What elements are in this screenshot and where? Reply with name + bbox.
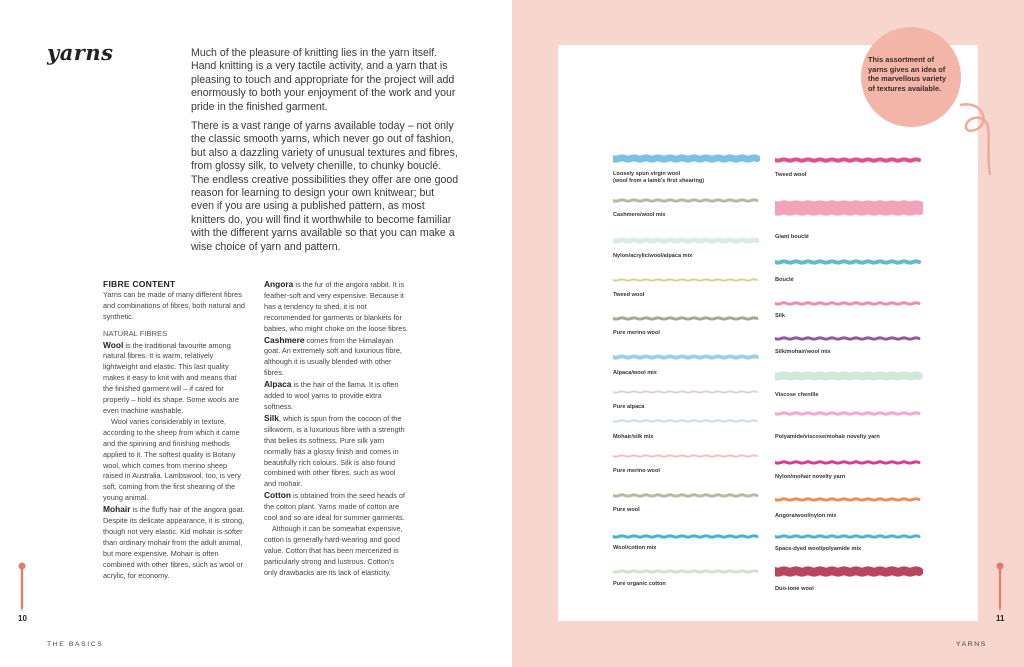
- yarn-sample: [613, 275, 760, 285]
- yarn-label: [775, 586, 814, 593]
- caption-text: This assortment of yarns gives an idea of the marvellous variety of textures available.: [868, 55, 947, 93]
- yarn-label: [775, 392, 818, 399]
- yarn-label: [775, 513, 837, 520]
- yarn-label-line: Silk: [775, 313, 785, 319]
- yarn-sample: [613, 151, 760, 166]
- yarn-label: [613, 545, 656, 552]
- loose-yarn-strand-icon: [940, 100, 1000, 180]
- running-head-right: YARNS: [956, 641, 987, 648]
- yarn-label: [613, 507, 640, 514]
- yarn-sample: [613, 416, 760, 426]
- silk-paragraph: [264, 413, 409, 490]
- yarn-sample: [775, 408, 923, 419]
- yarn-label: [613, 434, 653, 441]
- yarn-label: [775, 313, 785, 320]
- silk-term: Silk: [264, 412, 279, 423]
- angora-paragraph: [264, 279, 409, 335]
- intro-paragraph-1: Much of the pleasure of knitting lies in the yarn itself. Hand knitting is a very tactile activity, and a yarn that is pleasing to touch and appropriate for the project will add enormously to both your enjoyment of the work and your pride in the finished garment.: [191, 47, 456, 113]
- running-head-left: THE BASICS: [47, 641, 104, 648]
- yarn-sample: [775, 531, 923, 542]
- page-title: yarns: [47, 40, 114, 65]
- knitting-needle-icon: [18, 562, 26, 612]
- yarn-label-line: Giant bouclé: [775, 234, 809, 240]
- silk-text: , which is spun from the cocoon of the silkworm, is a luxurious fibre with a strength that belies its softness. Pure silk yarn normally has a glossy finish and comes in beautifully rich colours. Silk is also found combined with other fibres, such as wool and mohair.: [264, 413, 405, 489]
- yarn-label: [775, 349, 831, 356]
- page-number-left: 10: [18, 614, 27, 623]
- cashmere-term: Cashmere: [264, 334, 305, 345]
- yarn-sample: [775, 154, 923, 166]
- wool-paragraph-2: Wool varies considerably in texture, according to the sheep from which it came and the spinning and finishing methods applied to it. The softest quality is Botany wool, which comes from merino sheep raised in Australia. Lambswool, too, is very soft, coming from the first shearing of the young animal.: [103, 416, 241, 503]
- yarn-label-line: Pure wool: [613, 507, 640, 513]
- yarn-sample: [613, 451, 760, 461]
- text-column-2: [264, 279, 409, 578]
- yarn-sample: [613, 387, 760, 397]
- yarn-label: [613, 253, 692, 260]
- yarn-label: [775, 546, 861, 553]
- yarn-label: [775, 434, 880, 441]
- yarn-sample: [613, 566, 760, 577]
- yarn-label-line: Tweed wool: [775, 172, 807, 178]
- yarn-sample: [775, 298, 923, 309]
- intro-text: [191, 47, 459, 260]
- alpaca-term: Alpaca: [264, 379, 292, 390]
- yarn-label: [613, 292, 644, 299]
- yarn-label-line: Pure merino wool: [613, 330, 660, 336]
- knitting-needle-icon: [996, 562, 1004, 612]
- fibre-content-heading: FIBRE CONTENT: [103, 279, 176, 289]
- yarn-sample: [613, 351, 760, 363]
- yarn-sample: [613, 490, 760, 501]
- mohair-text: is the fluffy hair of the angora goat. Despite its delicate appearance, it is strong, though not very elastic. Kid mohair is softer than ordinary mohair from the adult animal, but more expensive. Mohair is often combined with other fibres, such as wool or acrylic, for economy.: [103, 505, 245, 580]
- yarn-label: [775, 172, 806, 179]
- cotton-paragraph: [264, 490, 409, 524]
- yarn-sample: [775, 197, 923, 219]
- yarn-sample: [613, 234, 760, 247]
- cotton-term: Cotton: [264, 490, 291, 501]
- yarn-label-line: Viscose chenille: [775, 392, 819, 398]
- yarn-sample: [775, 368, 923, 384]
- yarn-sample: [613, 195, 760, 206]
- yarn-label: [775, 234, 809, 241]
- mohair-paragraph: [103, 504, 248, 581]
- alpaca-paragraph: [264, 379, 409, 413]
- yarn-label: [775, 474, 845, 481]
- yarn-sample: [775, 256, 923, 268]
- yarn-label-line: Pure alpaca: [613, 404, 645, 410]
- yarn-label-line: Polyamide/viscose/mohair novelty yarn: [775, 434, 880, 440]
- angora-text: is the fur of the angora rabbit. It is feather-soft and very expensive. Because it has a tendency to shed, it is not recommended for garments or blankets for babies, who might choke on the loose fibres.: [264, 280, 408, 333]
- yarn-label-line: Space-dyed wool/polyamide mix: [775, 546, 862, 552]
- yarn-label-line: Angora/wool/nylon mix: [775, 513, 837, 519]
- cashmere-paragraph: [264, 335, 409, 380]
- yarn-label-line: Nylon/mohair novelty yarn: [775, 474, 846, 480]
- yarn-sample: [775, 563, 923, 580]
- wool-term: Wool: [103, 339, 124, 350]
- yarn-sample: [775, 457, 923, 468]
- yarn-label: [613, 212, 666, 219]
- yarn-label-line: Cashmere/wool mix: [613, 212, 666, 218]
- cotton-paragraph-2: Although it can be somewhat expensive, cotton is generally hard-wearing and good value. Cotton that has been mercerized is particularly strong and lustrous. Cotton's only drawbacks are its lack of elasticity.: [264, 523, 403, 577]
- yarn-label-line: Tweed wool: [613, 292, 645, 298]
- yarn-label-line: Mohair/silk mix: [613, 434, 654, 440]
- yarn-label-line: Nylon/acrylic/wool/alpaca mix: [613, 253, 693, 259]
- yarn-label-line: Silk/mohair/wool mix: [775, 349, 831, 355]
- yarn-label: [775, 277, 794, 284]
- intro-paragraph-2: There is a vast range of yarns available today – not only the classic smooth yarns, which never go out of fashion, but also a dazzling variety of unusual textures and fibres, from glossy silk, to velvety chenille, to chunky bouclé. The endless creative possibilities they offer are one good reason for learning to design your own knitwear; but even if you are using a published pattern, as most knitters do, you will find it worthwhile to become familiar with the different yarns available so that you can make a wise choice of yarn and pattern.: [191, 120, 459, 253]
- yarn-label: [613, 330, 660, 337]
- yarn-label: [613, 370, 657, 377]
- yarn-sample: [775, 333, 923, 344]
- yarn-label-line: Alpaca/wool mix: [613, 370, 657, 376]
- yarn-label: [613, 171, 704, 185]
- yarn-label-line: Duo-tone wool: [775, 586, 814, 592]
- angora-term: Angora: [264, 279, 294, 289]
- wool-paragraph: [103, 340, 248, 417]
- yarn-sample: [613, 313, 760, 324]
- mohair-term: Mohair: [103, 504, 131, 515]
- yarn-sample: [613, 531, 760, 542]
- yarn-label-line: Pure organic cotton: [613, 581, 666, 587]
- yarn-label-line: Wool/cotton mix: [613, 545, 657, 551]
- yarn-label: [613, 468, 660, 475]
- fibre-content-text: Yarns can be made of many different fibres and combinations of fibres, both natural and synthetic.: [103, 289, 245, 321]
- yarn-label: [613, 404, 644, 411]
- cotton-text: is obtained from the seed heads of the cotton plant. Yarns made of cotton are cool and so are ideal for summer garments.: [264, 491, 405, 523]
- yarn-label: [613, 581, 666, 588]
- yarn-sample: [775, 494, 923, 505]
- yarn-label-line: (wool from a lamb's first shearing): [613, 178, 705, 184]
- yarn-label-line: Pure merino wool: [613, 468, 660, 474]
- cashmere-text: comes from the Himalayan goat. An extremely soft and luxurious fibre, although it is usually blended with other fibres.: [264, 335, 402, 378]
- page-number-right: 11: [996, 614, 1005, 623]
- alpaca-text: is the hair of the llama. It is often added to wool yarns to provide extra softness.: [264, 380, 399, 411]
- wool-text: is the traditional favourite among natural fibres. It is warm, relatively lightweight and elastic. This last quality makes it easy to knit with and means that the finished garment will – if cared for properly – hold its shape. Some wools are even machine washable.: [103, 340, 239, 415]
- text-column-1: [103, 279, 248, 581]
- natural-fibres-heading: NATURAL FIBRES: [103, 328, 168, 338]
- yarn-label-line: Loosely spun virgin wool: [613, 171, 681, 177]
- yarn-label-line: Bouclé: [775, 277, 794, 283]
